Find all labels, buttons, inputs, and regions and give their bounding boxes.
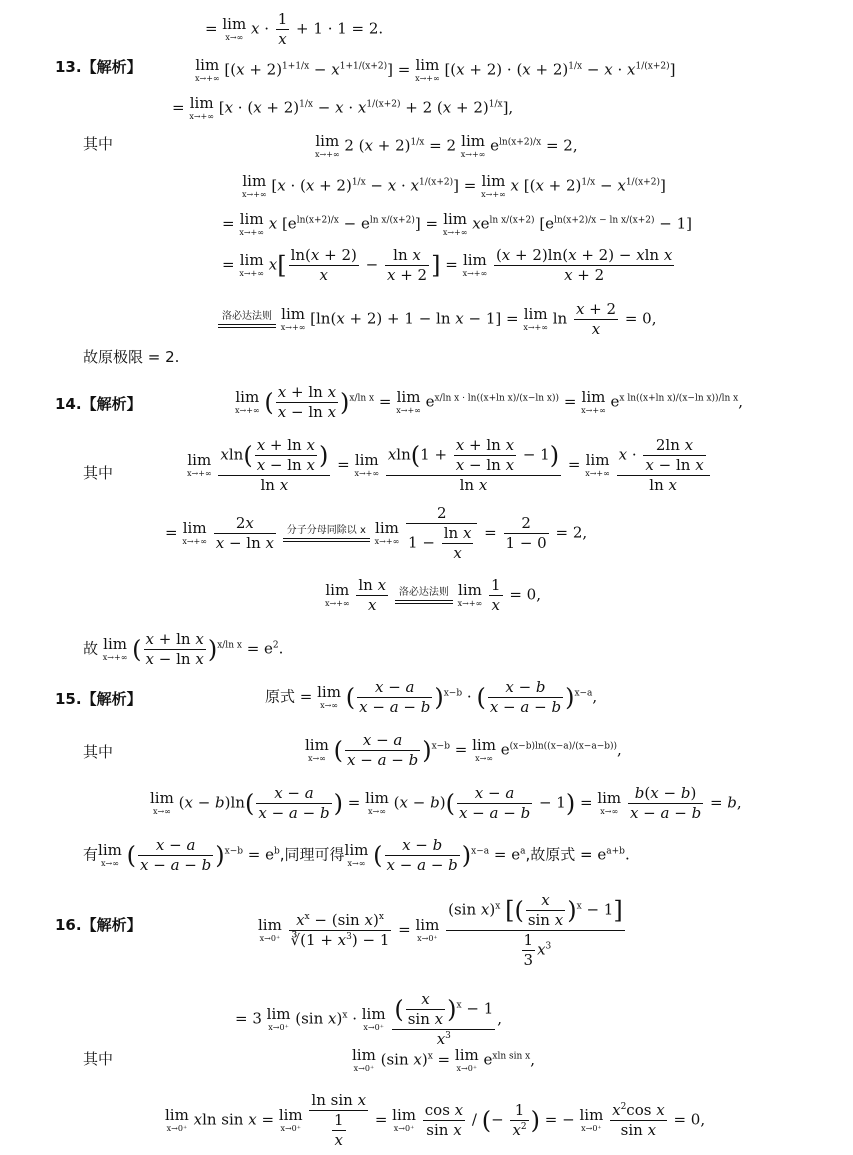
divide-arrow: 分子分母同除以 x <box>283 526 370 542</box>
eq-line-l13e: = lim x→+∞ x $[e^{ln(x+2)/x} - e^{ln x/(x+2)}]$ = lim x→+∞ $xe^{ln x/(x+2)}$ $[e^{ln(x+2)/x - ln x/(x+2)} - 1]$ <box>222 210 692 237</box>
eq-line-l15c: lim x→∞ (x − b)ln( $\frac{x - a}{x - a - b}$ ) = lim x→∞ (x − b)( $\frac{x - a}{x - a - b}$ − 1) = lim x→∞ $\frac{b(x - b)}{x - a - b}$ = b, <box>150 784 742 822</box>
eq-line-l14b: lim x→+∞ xln( $\frac{\text{x + ln x}}{\text{x − ln x}}$ ) ln x = lim x→+∞ xln(1 + $\frac{\text{x + ln x}}{\text{x − ln x}}$ − 1) ln x = lim x→+∞ x · $\frac{\text{2ln x}}{\text{x − ln x}}$ ln x <box>187 438 712 493</box>
eq-line-l15b: lim x→∞ ( $\frac{x - a}{x - a - b}$ )$^{x-b}$ = lim x→∞ $e^{(x-b)ln((x-a)/(x-a-b))}$, <box>305 731 622 769</box>
heading-15: 15.【解析】 <box>55 690 142 708</box>
eq-line-l14e: 故 lim x→+∞ ( $\frac{\text{x + ln x}}{\text{x − ln x}}$ )$^{x/ln x} = e^2$. <box>83 630 284 668</box>
eq-line-l16c: lim x→0⁺ (sin x)$^x$ = lim x→0⁺ $e^{xln sin x}$, <box>352 1046 535 1073</box>
heading-14: 14.【解析】 <box>55 395 142 413</box>
heading-13: 13.【解析】 <box>55 58 142 76</box>
eq-line-l13b: = lim x→+∞ [$x \cdot (x + 2)^{1/x} - x \cdot x^{1/(x+2)} + 2$ $(x + 2)^{1/x}$], <box>172 94 514 121</box>
eq-line-l15a: 原式 = lim x→∞ ( $\frac{x - a}{x - a - b}$ )$^{x-b}$ · ( $\frac{x - b}{x - a - b}$ )$^{x-a}$, <box>265 678 598 716</box>
eq-line-l14c: = lim x→+∞ $\frac{2x}{\text{x − ln x}}$ 分子分母同除以 x lim x→+∞ 2 1 − $\frac{\text{ln x}}{x}$ = $\frac{2}{1 - 0}$ = 2, <box>165 504 588 562</box>
lhopital-arrow: 洛必达法则 <box>218 312 276 328</box>
qizhong-label: 其中 <box>83 743 114 761</box>
qizhong-label: 其中 <box>83 464 114 482</box>
eq-line-l14a: lim x→+∞ ( $\frac{\text{x + ln x}}{\text{x − ln x}}$ )$^{x/ln x}$ = lim x→+∞ $e^{x/ln x \cdot ln((x+ln x)/(x-ln x))}$ = lim x→+∞ $e^{x ln((x+ln x)/(x-ln x))/ln x}$, <box>235 383 743 421</box>
eq-line-l14d: lim x→+∞ $\frac{\text{ln x}}{x}$ 洛必达法则 lim x→+∞ $\frac{1}{x}$ = 0, <box>325 576 541 614</box>
eq-line-l13c: lim x→+∞ 2 $(x + 2)^{1/x} = 2$ lim x→+∞ $e^{ln(x+2)/x} = 2$, <box>315 132 578 159</box>
eq-line-l15d: 有 lim x→∞ ( $\frac{x - a}{x - a - b}$ )$^{x-b} = e^b$,同理可得 lim x→∞ ( $\frac{x - b}{x - a - b}$ )$^{x-a} = e^a$,故原式 = $e^{a+b}$. <box>83 836 630 874</box>
eq-line-l16b: = 3 lim x→0⁺ (sin x)$^x$ · lim x→0⁺ ( $\frac{x}{\text{sin x}}$ )$^x$ − 1 $x^3$ , <box>235 990 503 1048</box>
limit-operator: lim x→∞ <box>222 15 247 42</box>
eq-line-l13g: 洛必达法则 lim x→+∞ [ln(x + 2) + 1 − ln x − 1] = lim x→+∞ ln $\frac{x + 2}{x}$ = 0, <box>218 302 656 337</box>
eq-line-l16a: lim x→0⁺ $\frac{x^x - (\sin x)^x}{∛(1 + x^3) - 1}$ = lim x→0⁺ (sin x)$^x$ [( $\frac{x}{\text{sin x}}$ )$^x$ − 1] $\frac{1}{3}$ $x^3$ <box>258 891 623 969</box>
qizhong-label: 其中 <box>83 1050 114 1068</box>
lhopital-arrow: 洛必达法则 <box>395 588 453 604</box>
conclusion-13: 故原极限 = 2. <box>83 348 180 366</box>
eq-line-l16d: lim x→0⁺ xln sin x = lim x→0⁺ $\frac{\text{ln sin x}}{\frac{1}{x}}$ = lim x→0⁺ $\frac{\text{cos x}}{\text{sin x}}$ / (− $\frac{1}{x^2}$ ) = − lim x→0⁺ $\frac{x^2\cos x}{\text{sin x}}$ = 0, <box>165 1091 706 1149</box>
eq-line-l13d: lim x→+∞ $[x \cdot (x + 2)^{1/x} - x \cdot x^{1/(x+2)}]$ = lim x→+∞ x $[(x + 2)^{1/x} - x^{1/(x+2)}]$ <box>242 172 666 199</box>
eq-line-l13f: = lim x→+∞ x[ $\frac{\ln(x + 2)}{x}$ − $\frac{\text{ln x}}{x + 2}$ ] = lim x→+∞ $\frac{\text{(x + 2)ln(x + 2) − xln x}}{x + 2}$ <box>222 246 673 284</box>
eq-line-l00: = lim x→∞ x · $\frac{1}{x}$ + 1 · 1 = 2. <box>205 10 384 48</box>
heading-16: 16.【解析】 <box>55 916 142 934</box>
eq-line-l13a: lim x→+∞ $[(x + 2)^{1+1/x} - x^{1+1/(x+2)}]$ = lim x→+∞ $[(x + 2) \cdot (x + 2)^{1/x} - x \cdot x^{1/(x+2)}]$ <box>195 56 676 83</box>
qizhong-label: 其中 <box>83 135 114 153</box>
